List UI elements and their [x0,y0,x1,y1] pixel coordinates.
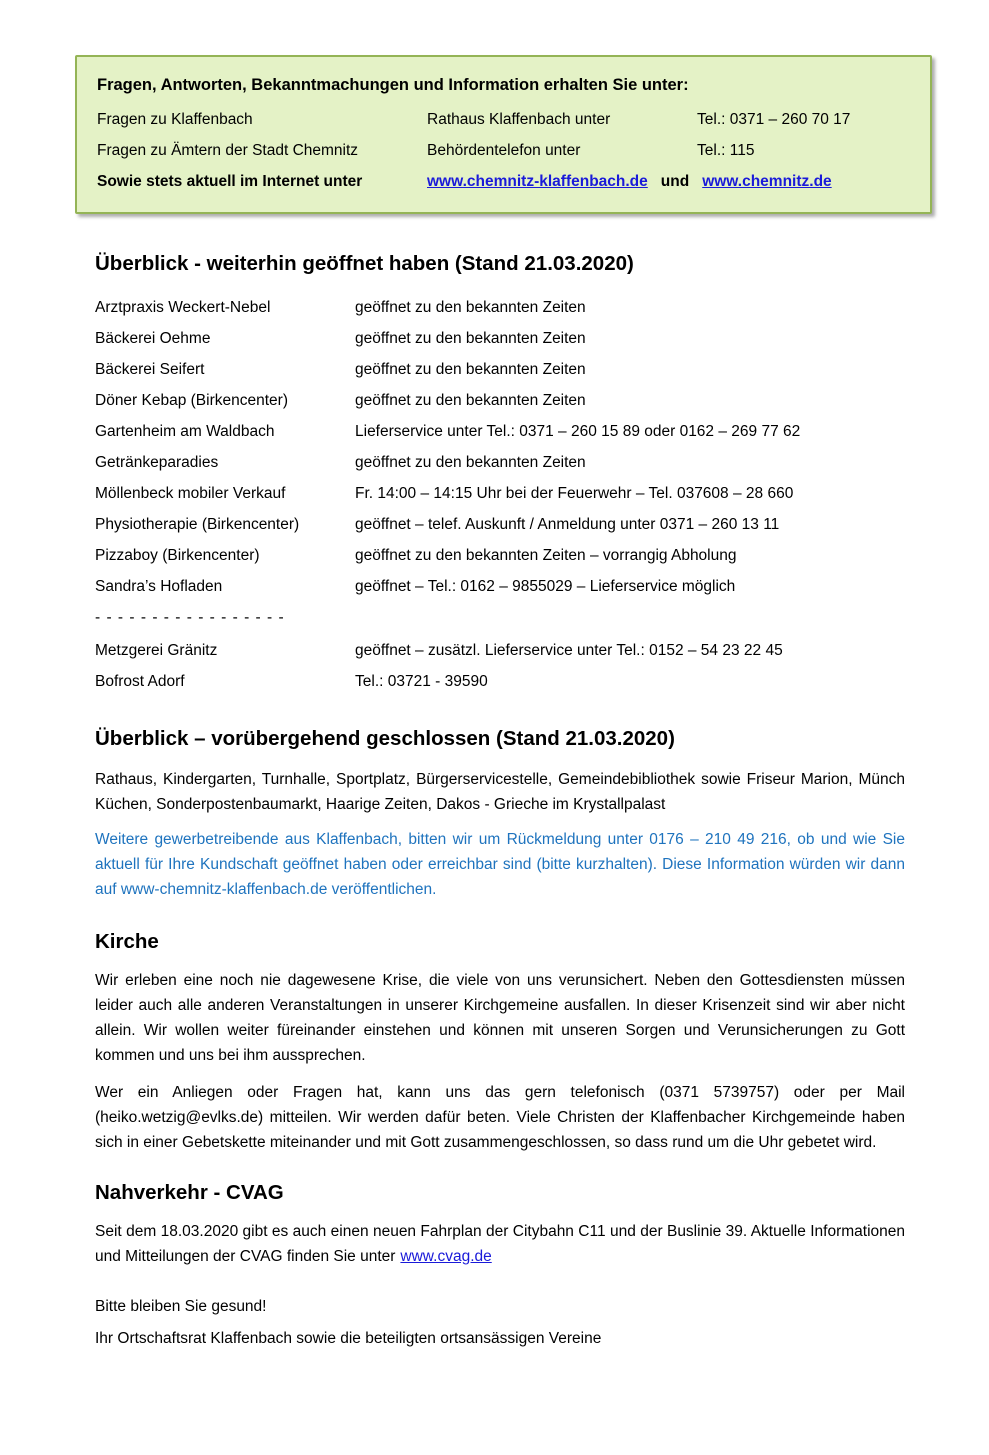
document-page [0,55,989,1455]
list-item [95,422,905,441]
transport-section-heading: Nahverkehr - CVAG [95,1181,284,1204]
footer-signature: Ihr Ortschaftsrat Klaffenbach sowie die beteiligten ortsansässigen Vereine [95,1330,602,1347]
business-name: Bofrost Adorf [95,673,185,690]
contact-topic: Fragen zu Ämtern der Stadt Chemnitz [97,142,359,159]
main-content [95,252,905,1348]
transport-paragraph [95,1219,905,1269]
list-item [95,298,905,317]
open-section-heading: Überblick - weiterhin geöffnet haben (Stand 21.03.2020) [95,252,634,275]
business-name: Gartenheim am Waldbach [95,423,275,440]
business-status: geöffnet – zusätzl. Lieferservice unter Tel.: 0152 – 54 23 22 45 [355,642,783,659]
business-name: Sandra’s Hofladen [95,578,223,595]
church-paragraph-1: Wir erleben eine noch nie dagewesene Krise, die viele von uns verunsichert. Neben den Gottesdiensten müssen leider auch alle anderen Veranstaltungen in unserer Kirchgemeine ausfallen. In dieser Krisenzeit sind wir aber nicht allein. Wir wollen weiter füreinander einstehen und können mit unseren Sorgen und Verunsicherungen zu Gott kommen und uns bei ihm aussprechen. [95,972,905,1064]
internet-row-prefix: Sowie stets aktuell im Internet unter [97,173,363,190]
business-status: geöffnet – Tel.: 0162 – 9855029 – Lieferservice möglich [355,578,736,595]
business-status: Lieferservice unter Tel.: 0371 – 260 15 89 oder 0162 – 269 77 62 [355,423,801,440]
business-status: Fr. 14:00 – 14:15 Uhr bei der Feuerwehr – Tel. 037608 – 28 660 [355,485,794,502]
list-item [95,672,905,691]
contact-place: Rathaus Klaffenbach unter [427,111,611,128]
contact-phone: Tel.: 0371 – 260 70 17 [697,111,851,128]
closed-list-paragraph: Rathaus, Kindergarten, Turnhalle, Sportplatz, Bürgerservicestelle, Gemeindebibliothek sowie Friseur Marion, Münch Küchen, Sonderpostenbaumarkt, Haarige Zeiten, Dakos - Grieche im Krystallpalast [95,771,905,813]
link-chemnitz-klaffenbach[interactable]: www.chemnitz-klaffenbach.de [427,173,648,190]
business-status: geöffnet zu den bekannten Zeiten [355,454,586,471]
business-name: Bäckerei Oehme [95,330,211,347]
feedback-notice-paragraph: Weitere gewerbetreibende aus Klaffenbach, bitten wir um Rückmeldung unter 0176 – 210 49 216, ob und wie Sie aktuell für Ihre Kundschaft geöffnet haben oder erreichbar sind (bitte kurzhalten). Diese Information würden wir dann auf www-chemnitz-klaffenbach.de veröffentlichen. [95,831,905,898]
business-status: geöffnet zu den bekannten Zeiten [355,330,586,347]
link-chemnitz[interactable]: www.chemnitz.de [702,173,832,190]
list-item [95,577,905,596]
business-name: Döner Kebap (Birkencenter) [95,392,288,409]
internet-row [97,172,910,192]
business-name: Getränkeparadies [95,454,219,471]
list-item [95,391,905,410]
transport-text: Seit dem 18.03.2020 gibt es auch einen neuen Fahrplan der Citybahn C11 und der Buslinie 39. Aktuelle Informationen und Mitteilungen der CVAG finden Sie unter [95,1223,905,1265]
business-status: geöffnet zu den bekannten Zeiten [355,299,586,316]
link-cvag[interactable]: www.cvag.de [400,1248,492,1265]
footer-stay-healthy: Bitte bleiben Sie gesund! [95,1298,267,1315]
business-status: geöffnet – telef. Auskunft / Anmeldung unter 0371 – 260 13 11 [355,516,780,533]
contact-info-box [75,55,932,214]
list-item [95,484,905,503]
list-item [95,515,905,534]
church-paragraph-2: Wer ein Anliegen oder Fragen hat, kann uns das gern telefonisch (0371 5739757) oder per Mail (heiko.wetzig@evlks.de) mitteilen. Wir werden dafür beten. Viele Christen der Klaffenbacher Kirchgemeinde haben sich in einer Gebetskette miteinander und mit Gott zusammengeschlossen, so dass rund um die Uhr gebetet wird. [95,1084,905,1151]
info-box-title: Fragen, Antworten, Bekanntmachungen und Information erhalten Sie unter: [97,76,689,94]
business-name: Bäckerei Seifert [95,361,205,378]
info-box-rows [97,110,910,160]
closed-section-heading: Überblick – vorübergehend geschlossen (Stand 21.03.2020) [95,727,675,750]
business-status: geöffnet zu den bekannten Zeiten [355,361,586,378]
contact-row [97,110,910,129]
business-name: Arztpraxis Weckert-Nebel [95,299,271,316]
open-entries-list-extra [95,641,905,691]
business-status: Tel.: 03721 - 39590 [355,673,488,690]
contact-place: Behördentelefon unter [427,142,581,159]
business-name: Möllenbeck mobiler Verkauf [95,485,286,502]
church-section-heading: Kirche [95,930,159,953]
dashed-separator: - - - - - - - - - - - - - - - - - [95,609,285,626]
business-name: Physiotherapie (Birkencenter) [95,516,300,533]
open-entries-list [95,298,905,596]
business-status: geöffnet zu den bekannten Zeiten – vorrangig Abholung [355,547,737,564]
business-status: geöffnet zu den bekannten Zeiten [355,392,586,409]
business-name: Pizzaboy (Birkencenter) [95,547,260,564]
contact-topic: Fragen zu Klaffenbach [97,111,253,128]
business-name: Metzgerei Gränitz [95,642,218,659]
list-item [95,453,905,472]
internet-row-links [427,172,910,192]
contact-phone: Tel.: 115 [697,142,755,159]
list-item [95,641,905,660]
contact-row [97,141,910,160]
internet-row-conjunction: und [660,173,690,190]
list-item [95,546,905,565]
list-item [95,360,905,379]
list-item [95,329,905,348]
